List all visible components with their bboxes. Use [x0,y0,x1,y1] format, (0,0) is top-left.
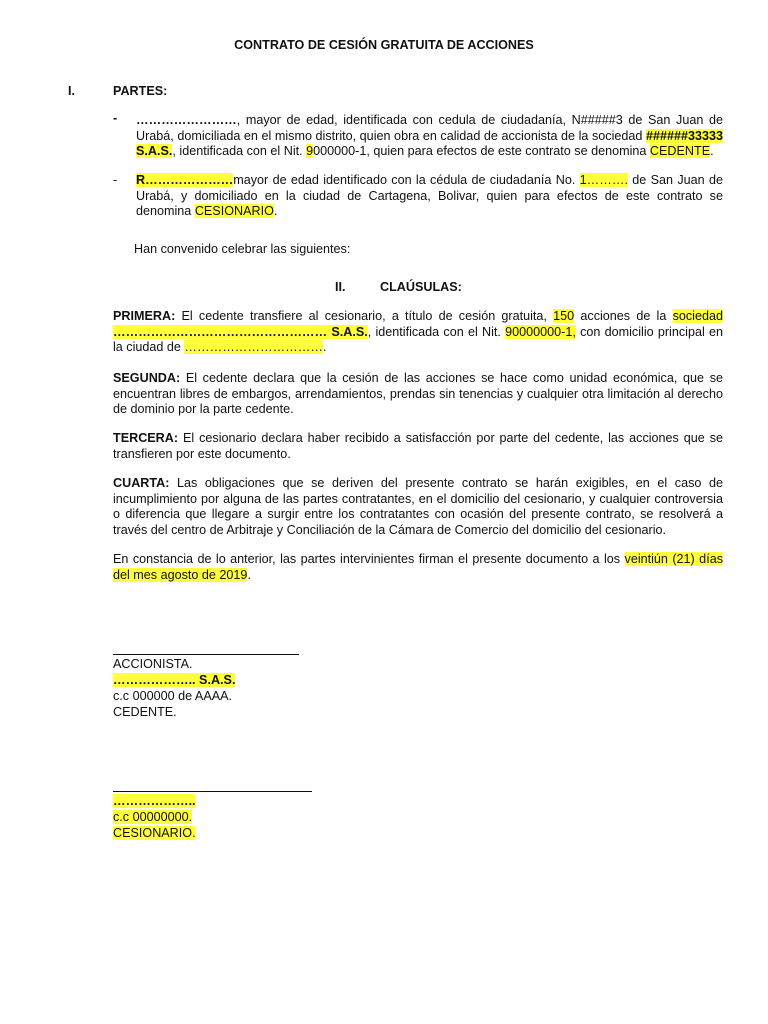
signature-block-cedente [113,656,235,720]
bullet-party-1: - [113,111,118,125]
section-title-partes: PARTES: [113,84,168,98]
closing-end: . [247,567,251,582]
clause-primera-text-b: acciones de la [574,309,673,323]
party-2-id: 1………. [579,173,628,187]
agreed-text: Han convenido celebrar las siguientes: [134,242,351,256]
clause-primera-nit: 90000000-1, [505,324,576,339]
document-title: CONTRATO DE CESIÓN GRATUITA DE ACCIONES [234,38,534,52]
signature-line-cedente [113,654,299,655]
clause-primera-company: …………………………………………… S.A.S. [113,324,368,339]
section-title-clausulas: CLAÚSULAS: [380,280,462,294]
party-1-text-a: , mayor de edad, identificada con cedula de ciudadanía, N#####3 de San Juan de Urabá, domiciliada en el mismo distrito, quien obra en calidad de accionista de la sociedad [136,113,723,143]
clause-primera-label: PRIMERA: [113,309,176,323]
party-2-paragraph [136,173,723,220]
party-1-name: …………………… [136,113,237,127]
signature-block-cesionario [113,793,196,841]
signature-line-cesionario [113,791,312,792]
party-1-paragraph [136,113,723,160]
clause-primera-end: . [322,340,327,354]
party-2-end: . [273,204,278,218]
party-1-text-c: 000000-1, quien para efectos de este contrato se denomina [313,144,650,158]
party-2-role: CESIONARIO [194,204,274,218]
clause-primera-city: …………………………… [184,340,323,354]
party-1-nit-first: 9 [306,144,314,158]
clause-cuarta-label: CUARTA: [113,476,170,490]
clause-tercera-label: TERCERA: [113,431,179,445]
section-number-1: I. [68,84,75,98]
clause-primera-text-a: El cedente transfiere al cesionario, a título de cesión gratuita, [175,309,554,323]
sig2-name: ……………….. [113,794,196,808]
party-1-text-b: , identificada con el Nit. [172,144,307,158]
clause-tercera-text: El cesionario declara haber recibido a satisfacción por parte del cedente, las acciones que se transfieren por este documento. [113,431,723,461]
clause-cuarta-text: Las obligaciones que se deriven del presente contrato se harán exigibles, en el caso de incumplimiento por alguna de las partes contratantes, en el domicilio del cesionario, y cualquier controversia o diferencia que llegare a surgir entre los contratantes con ocasión del presente contrato, se resolverá a través del centro de Arbitraje y Conciliación de la Cámara de Comercio del domicilio del cesionario. [113,476,723,537]
clause-primera-qty: 150 [553,309,575,323]
clause-primera-text-d: con domicilio principal en la ciudad de [113,324,724,354]
sig2-id: c.c 00000000. [113,810,193,824]
party-2-text-b: de San Juan de Urabá, y domiciliado en la ciudad de Cartagena, Bolivar, quien para efectos de este contrato se denomina [136,173,723,218]
party-2-text-a: mayor de edad identificado con la cédula de ciudadanía No. [233,173,580,187]
clause-segunda [113,371,723,418]
clause-segunda-label: SEGUNDA: [113,371,181,385]
party-1-end: . [710,144,714,158]
clause-cuarta [113,476,723,538]
clause-primera-text-c: , identificada con el Nit. [367,324,506,339]
closing-text: En constancia de lo anterior, las partes intervinientes firman el presente documento a los [113,552,625,566]
sig1-party: CEDENTE. [113,705,177,719]
sig1-company: ……………….. S.A.S. [113,673,236,687]
clause-primera [113,309,723,356]
bullet-party-2: - [113,173,118,187]
sig2-party: CESIONARIO. [113,826,196,840]
clause-tercera [113,431,723,462]
closing-paragraph [113,552,723,583]
sig1-id: c.c 000000 de AAAA. [113,689,233,703]
section-number-2: II. [335,280,346,294]
closing-date: veintiún (21) días del mes agosto de 2019 [113,552,723,582]
clause-segunda-text: El cedente declara que la cesión de las acciones se hace como unidad económica, que se encuentran libres de embargos, arrendamientos, prendas sin tenencias y cualquier otra limitación al derecho de dominio por la parte cedente. [113,371,723,416]
party-1-company: ######33333 S.A.S. [136,128,723,158]
clause-primera-soc: sociedad [672,309,723,323]
party-1-role: CEDENTE [649,144,711,158]
party-2-name: R………………… [136,173,234,187]
sig1-role: ACCIONISTA. [113,657,193,671]
